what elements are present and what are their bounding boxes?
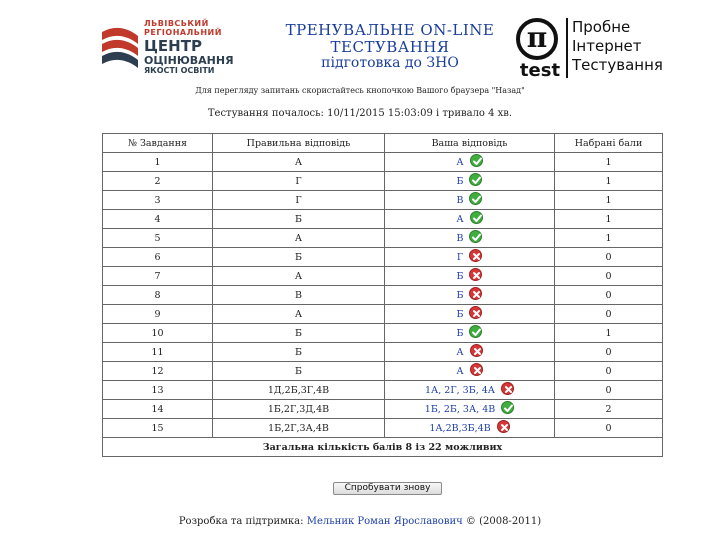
user-answer: А — [456, 156, 464, 168]
user-answer-cell — [385, 324, 555, 343]
results-table — [102, 133, 663, 457]
pi-test-logo — [512, 18, 564, 80]
task-number: 6 — [103, 248, 213, 267]
correct-answer: Г — [213, 191, 385, 210]
table-row — [103, 229, 663, 248]
user-answer: А — [456, 213, 464, 225]
task-number: 10 — [103, 324, 213, 343]
logo-line-1: ЛЬВІВСЬКИЙ — [144, 19, 209, 28]
task-number: 3 — [103, 191, 213, 210]
page-header — [0, 0, 720, 85]
correct-answer: 1Д,2Б,3Г,4В — [213, 381, 385, 400]
user-answer-cell — [385, 381, 555, 400]
col-header-answer: Ваша відповідь — [385, 134, 555, 153]
back-notice: Для перегляду запитань скористайтесь кнопочкою Вашого браузера "Назад" — [195, 86, 525, 95]
user-answer-cell — [385, 419, 555, 438]
points: 0 — [555, 362, 663, 381]
footer — [0, 516, 720, 527]
table-header-row — [103, 134, 663, 153]
task-number: 7 — [103, 267, 213, 286]
correct-answer: 1Б,2Г,3А,4В — [213, 419, 385, 438]
table-row — [103, 362, 663, 381]
table-row — [103, 305, 663, 324]
user-answer-cell — [385, 343, 555, 362]
user-answer: Б — [456, 327, 464, 339]
col-header-task: № Завдання — [103, 134, 213, 153]
check-icon — [470, 154, 483, 167]
brand-line-3: Тестування — [572, 56, 663, 74]
points: 0 — [555, 286, 663, 305]
correct-answer: Б — [213, 210, 385, 229]
task-number: 9 — [103, 305, 213, 324]
brand-text — [572, 18, 663, 75]
task-number: 5 — [103, 229, 213, 248]
logo-line-3: ЦЕНТР — [144, 37, 202, 55]
task-number: 12 — [103, 362, 213, 381]
points: 0 — [555, 381, 663, 400]
correct-answer: В — [213, 286, 385, 305]
correct-answer: Г — [213, 172, 385, 191]
cross-icon — [470, 363, 483, 376]
table-row — [103, 419, 663, 438]
user-answer-cell — [385, 400, 555, 419]
user-answer: Б — [456, 175, 464, 187]
total-score: Загальна кількість балів 8 із 22 можливих — [103, 438, 663, 457]
table-row — [103, 400, 663, 419]
check-icon — [470, 211, 483, 224]
logo-line-5: ЯКОСТІ ОСВІТИ — [144, 66, 215, 75]
check-icon — [469, 173, 482, 186]
footer-author-link[interactable]: Мельник Роман Ярославович — [306, 516, 463, 527]
task-number: 14 — [103, 400, 213, 419]
cross-icon — [469, 287, 482, 300]
task-number: 15 — [103, 419, 213, 438]
table-row — [103, 324, 663, 343]
points: 1 — [555, 210, 663, 229]
user-answer-cell — [385, 191, 555, 210]
user-answer: А — [456, 365, 464, 377]
cross-icon — [469, 268, 482, 281]
retry-button[interactable]: Спробувати знову — [333, 482, 442, 495]
task-number: 8 — [103, 286, 213, 305]
table-row — [103, 172, 663, 191]
user-answer-cell — [385, 172, 555, 191]
table-row — [103, 381, 663, 400]
user-answer: Б — [456, 289, 464, 301]
task-number: 11 — [103, 343, 213, 362]
points: 2 — [555, 400, 663, 419]
title-line-1: ТРЕНУВАЛЬНЕ ON-LINE — [285, 21, 495, 39]
table-row — [103, 343, 663, 362]
table-row — [103, 286, 663, 305]
table-row — [103, 248, 663, 267]
col-header-correct: Правильна відповідь — [213, 134, 385, 153]
cross-icon — [469, 306, 482, 319]
points: 1 — [555, 172, 663, 191]
correct-answer: А — [213, 229, 385, 248]
table-row — [103, 153, 663, 172]
user-answer: Б — [456, 308, 464, 320]
footer-prefix: Розробка та підтримка: — [178, 516, 304, 527]
title-line-2: ТЕСТУВАННЯ — [330, 37, 450, 56]
correct-answer: 1Б,2Г,3Д,4В — [213, 400, 385, 419]
points: 0 — [555, 248, 663, 267]
logo-line-2: РЕГІОНАЛЬНИЙ — [144, 28, 222, 37]
task-number: 1 — [103, 153, 213, 172]
brand-line-2: Інтернет — [572, 37, 642, 55]
user-answer-cell — [385, 362, 555, 381]
points: 0 — [555, 343, 663, 362]
table-row — [103, 210, 663, 229]
cross-icon — [501, 382, 514, 395]
user-answer: Б — [456, 270, 464, 282]
user-answer: А — [456, 346, 464, 358]
check-icon — [501, 401, 514, 414]
user-answer: 1А, 2Г, 3Б, 4А — [425, 384, 495, 396]
brand-divider — [566, 18, 568, 78]
logo-line-4: ОЦІНЮВАННЯ — [144, 54, 234, 67]
correct-answer: А — [213, 267, 385, 286]
task-number: 13 — [103, 381, 213, 400]
page-title — [270, 22, 510, 72]
correct-answer: Б — [213, 324, 385, 343]
correct-answer: Б — [213, 343, 385, 362]
user-answer: В — [456, 194, 464, 206]
cross-icon — [469, 249, 482, 262]
col-header-points: Набрані бали — [555, 134, 663, 153]
cross-icon — [497, 420, 510, 433]
user-answer-cell — [385, 229, 555, 248]
points: 0 — [555, 267, 663, 286]
user-answer-cell — [385, 305, 555, 324]
user-answer-cell — [385, 267, 555, 286]
check-icon — [469, 230, 482, 243]
user-answer-cell — [385, 286, 555, 305]
cross-icon — [470, 344, 483, 357]
correct-answer: А — [213, 305, 385, 324]
results-body — [103, 153, 663, 438]
points: 1 — [555, 229, 663, 248]
correct-answer: Б — [213, 362, 385, 381]
points: 1 — [555, 153, 663, 172]
user-answer: 1Б, 2Б, 3А, 4В — [424, 403, 496, 415]
task-number: 2 — [103, 172, 213, 191]
swoosh-logo-icon — [100, 22, 140, 78]
brand-line-1: Пробне — [572, 18, 631, 36]
table-row — [103, 267, 663, 286]
points: 1 — [555, 191, 663, 210]
total-row — [103, 438, 663, 457]
title-line-3: підготовка до ЗНО — [321, 55, 459, 71]
check-icon — [469, 325, 482, 338]
pi-test-word: test — [519, 60, 561, 81]
user-answer-cell — [385, 153, 555, 172]
test-started-info: Тестування почалось: 10/11/2015 15:03:09 і тривало 4 хв. — [207, 108, 513, 119]
user-answer: 1А,2В,3Б,4В — [429, 422, 491, 434]
task-number: 4 — [103, 210, 213, 229]
regional-center-logo — [100, 18, 240, 80]
table-row — [103, 191, 663, 210]
points: 0 — [555, 419, 663, 438]
user-answer: Г — [456, 251, 464, 263]
check-icon — [469, 192, 482, 205]
user-answer-cell — [385, 248, 555, 267]
footer-copyright: © (2008-2011) — [465, 516, 542, 527]
user-answer: В — [456, 232, 464, 244]
pi-icon: π — [516, 18, 558, 60]
correct-answer: А — [213, 153, 385, 172]
points: 1 — [555, 324, 663, 343]
correct-answer: Б — [213, 248, 385, 267]
user-answer-cell — [385, 210, 555, 229]
points: 0 — [555, 305, 663, 324]
